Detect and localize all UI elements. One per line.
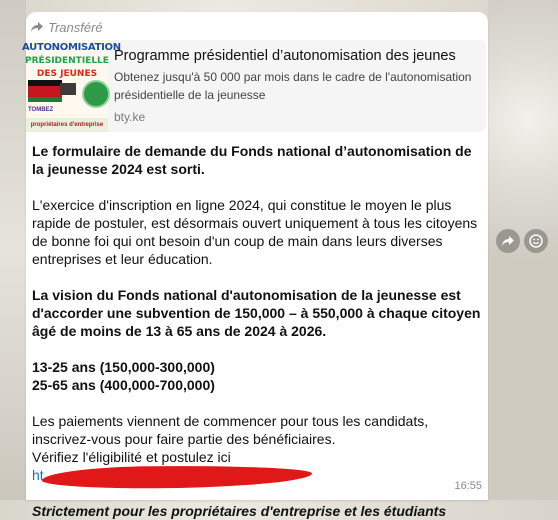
emoji-reaction-button[interactable] — [524, 229, 548, 253]
grant-range-1: 13-25 ans (150,000-300,000) — [32, 359, 215, 375]
link-preview-card[interactable] — [22, 40, 486, 132]
link-prefix[interactable]: ht — [32, 467, 44, 483]
link-preview-thumbnail — [22, 40, 121, 132]
forwarded-label: Transféré — [48, 19, 103, 35]
approved-badge-icon — [82, 80, 110, 108]
thumb-small-text: TOMBEZ — [28, 107, 54, 113]
message-payments: Les paiements viennent de commencer pour tous les candidats, inscrivez-vous pour faire partie des bénéficiaires. — [32, 413, 429, 447]
forward-icon — [30, 21, 44, 33]
grant-range-2: 25-65 ans (400,000-700,000) — [32, 377, 215, 393]
message-bubble[interactable] — [22, 12, 488, 519]
message-intro: L'exercice d'inscription en ligne 2024, qui constitue le moyen le plus rapide de postuler, est désormais ouvert uniquement à tous les citoyens de bonne foi qui ont besoin d'un coup de main dans leurs diverses entreprises et leur éducation. — [32, 197, 478, 267]
message-footer: Strictement pour les propriétaires d'entreprise et les étudiants — [32, 503, 447, 519]
chat-background-right — [488, 0, 558, 500]
message-vision: La vision du Fonds national d'autonomisation de la jeunesse est d'accorder une subvention de 150,000 – à 550,000 à chaque citoyen âgé de moins de 13 à 65 ans de 2024 à 2026. — [32, 287, 481, 339]
emoji-icon — [529, 234, 543, 248]
message-timestamp: 16:55 — [454, 480, 482, 492]
forwarded-indicator — [30, 18, 103, 36]
link-preview-description: Obtenez jusqu'à 50 000 par mois dans le cadre de l'autonomisation présidentielle de la jeunesse — [114, 70, 472, 102]
thumb-device-image — [60, 83, 76, 95]
kenya-flag-icon — [28, 80, 62, 102]
thumb-line-3: DES JEUNES — [36, 69, 98, 79]
link-preview-title: Programme présidentiel d’autonomisation des jeunes — [114, 48, 456, 64]
link-preview-domain: bty.ke — [114, 110, 146, 124]
share-icon — [501, 235, 515, 247]
thumb-strip-text: propriétaires d'entreprise — [26, 118, 108, 132]
message-headline: Le formulaire de demande du Fonds national d’autonomisation de la jeunesse 2024 est sorti. — [32, 143, 472, 177]
message-verify: Vérifiez l'éligibilité et postulez ici — [32, 449, 231, 465]
message-body — [32, 142, 482, 520]
thumb-line-1: AUTONOMISATION — [22, 42, 121, 53]
message-link[interactable] — [32, 466, 482, 484]
thumb-line-2: PRÉSIDENTIELLE — [25, 56, 109, 66]
share-button[interactable] — [496, 229, 520, 253]
